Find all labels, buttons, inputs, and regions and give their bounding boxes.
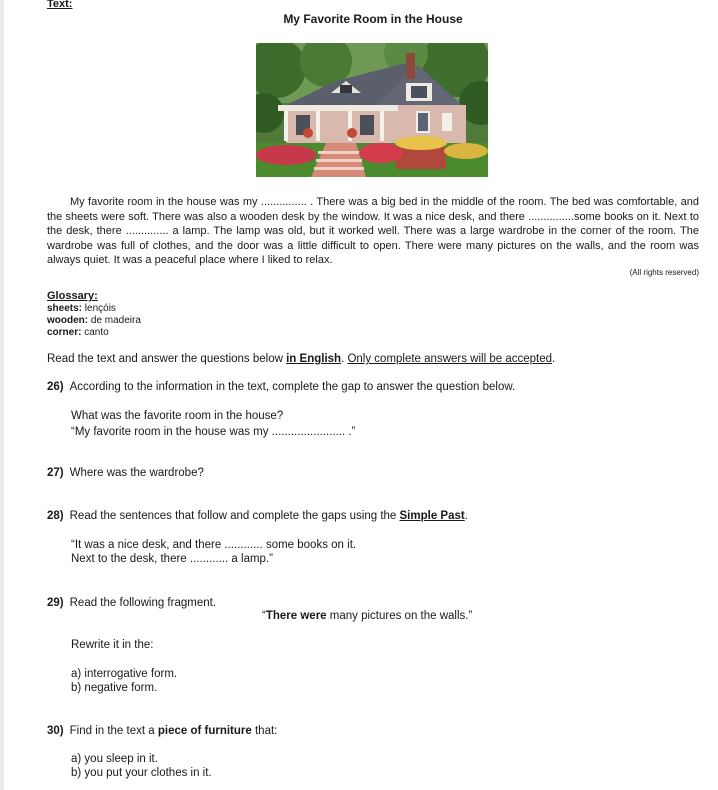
- instructions: Read the text and answer the questions below in English. Only complete answers will be accepted.: [47, 353, 556, 365]
- q30-option-a: a) you sleep in it.: [71, 753, 158, 765]
- question-number: 27): [47, 467, 64, 479]
- q26-gap-line: “My favorite room in the house was my ....................... .”: [71, 426, 356, 438]
- question-text: According to the information in the text, complete the gap to answer the question below.: [69, 381, 516, 393]
- glossary-translation: canto: [84, 327, 109, 338]
- q28-gap-line-1: “It was a nice desk, and there ............ some books on it.: [71, 539, 357, 551]
- glossary-term: wooden:: [47, 315, 89, 326]
- question-number: 28): [47, 510, 64, 522]
- question-27: [47, 467, 204, 479]
- q28-gap-line-2: Next to the desk, there ............ a lamp.”: [71, 553, 273, 565]
- q30-option-b: b) you put your clothes in it.: [71, 767, 212, 779]
- question-30: 30) Find in the text a piece of furniture that:: [47, 725, 278, 737]
- glossary-item: [47, 315, 141, 326]
- complete-answers-note: Only complete answers will be accepted: [347, 353, 552, 365]
- page-title: My Favorite Room in the House: [283, 12, 463, 26]
- q29-option-b: b) negative form.: [71, 682, 158, 694]
- glossary-translation: lençóis: [84, 303, 116, 314]
- piece-of-furniture-emphasis: piece of furniture: [157, 725, 252, 737]
- page-edge: [0, 0, 4, 790]
- glossary-item: [47, 327, 109, 338]
- glossary-translation: de madeira: [90, 315, 141, 326]
- question-number: 30): [47, 725, 64, 737]
- in-english-emphasis: in English: [286, 353, 342, 365]
- glossary-term: sheets:: [47, 303, 83, 314]
- question-text: Read the following fragment.: [69, 597, 217, 609]
- reading-paragraph: My favorite room in the house was my ............... . There was a big bed in the middle of the room. The bed was comfortable, and the sheets were soft. There was also a wooden desk by the window. It was a nice desk, and there ...............some books on it. Next to the desk, there .............. a lamp. The lamp was old, but it worked well. There was a large wardrobe in the corner of the room. The wardrobe was full of clothes, and the door was a little difficult to open. There were many pictures on the walls, and the room was always quiet. It was a peaceful place where I liked to relax.: [47, 196, 699, 267]
- question-26: [47, 381, 515, 393]
- rights-note: (All rights reserved): [629, 268, 699, 277]
- q26-question-line: What was the favorite room in the house?: [71, 410, 284, 422]
- simple-past-emphasis: Simple Past: [399, 510, 465, 522]
- q29-rewrite-label: Rewrite it in the:: [71, 639, 154, 651]
- text-label: Text:: [47, 0, 73, 10]
- question-29: [47, 597, 216, 609]
- question-text: Where was the wardrobe?: [69, 467, 204, 479]
- question-number: 26): [47, 381, 64, 393]
- question-number: 29): [47, 597, 64, 609]
- house-photo: [256, 43, 488, 177]
- glossary-term: corner:: [47, 327, 82, 338]
- q29-fragment: “There were many pictures on the walls.”: [262, 610, 473, 622]
- glossary-item: [47, 303, 116, 314]
- question-28: 28) Read the sentences that follow and complete the gaps using the Simple Past.: [47, 510, 468, 522]
- q29-option-a: a) interrogative form.: [71, 668, 178, 680]
- glossary-heading: Glossary:: [47, 290, 98, 302]
